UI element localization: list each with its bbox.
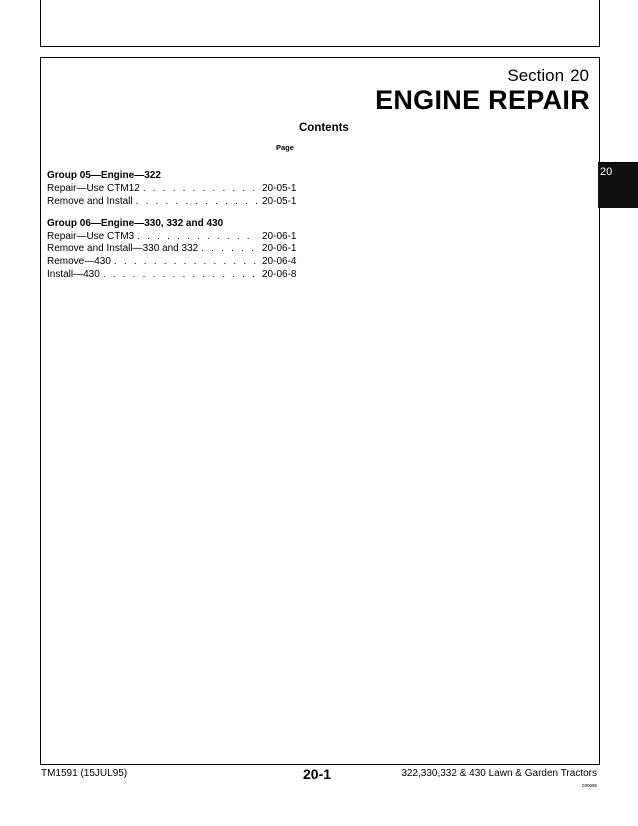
toc-entry-page: 20-05-1 <box>262 195 297 207</box>
section-number: 20 <box>570 66 589 85</box>
dot-leader <box>137 231 258 244</box>
table-of-contents <box>47 169 312 290</box>
dot-leader <box>103 269 258 282</box>
toc-group <box>47 169 312 209</box>
dot-leader <box>143 183 258 196</box>
toc-entry-title: Remove—430 <box>47 256 111 268</box>
dot-leader <box>114 256 258 269</box>
toc-entry-title: Install—430 <box>47 268 100 280</box>
page-column-heading: Page <box>276 143 294 152</box>
section-tab-label: 20 <box>600 166 613 178</box>
dot-leader <box>201 243 258 256</box>
toc-entry[interactable] <box>47 183 312 196</box>
section-word: Section <box>507 66 565 85</box>
toc-entry[interactable] <box>47 231 312 244</box>
toc-group-title: Group 05—Engine—322 <box>47 170 161 181</box>
product-title: 322,330,332 & 430 Lawn & Garden Tractors <box>401 768 597 779</box>
page-number: 20-1 <box>303 766 332 782</box>
section-label <box>507 66 589 86</box>
toc-entry-page: 20-06-1 <box>262 230 297 242</box>
section-title: ENGINE REPAIR <box>375 85 590 115</box>
toc-entry-page: 20-06-8 <box>262 268 297 280</box>
top-frame <box>40 0 600 47</box>
toc-entry-page: 20-06-4 <box>262 256 297 268</box>
toc-entry[interactable] <box>47 269 312 282</box>
toc-entry-page: 20-05-1 <box>262 183 297 194</box>
dot-leader <box>136 196 258 209</box>
manual-id: TM1591 (15JUL95) <box>41 768 128 779</box>
toc-entry-title: Repair—Use CTM3 <box>47 230 135 242</box>
toc-entry-page: 20-06-1 <box>262 243 297 255</box>
contents-heading: Contents <box>299 122 349 134</box>
toc-entry[interactable] <box>47 256 312 269</box>
toc-entry-title: Remove and Install <box>47 195 133 207</box>
document-code: 030695 <box>581 783 597 788</box>
toc-entry[interactable] <box>47 196 312 209</box>
section-tab <box>598 163 638 208</box>
toc-entry[interactable] <box>47 243 312 256</box>
page-frame <box>40 57 600 765</box>
toc-entry-title: Remove and Install—330 and 332 <box>47 243 199 255</box>
toc-group-title: Group 06—Engine—330, 332 and 430 <box>47 217 224 229</box>
toc-group <box>47 217 312 282</box>
toc-entry-title: Repair—Use CTM12 <box>47 183 140 194</box>
